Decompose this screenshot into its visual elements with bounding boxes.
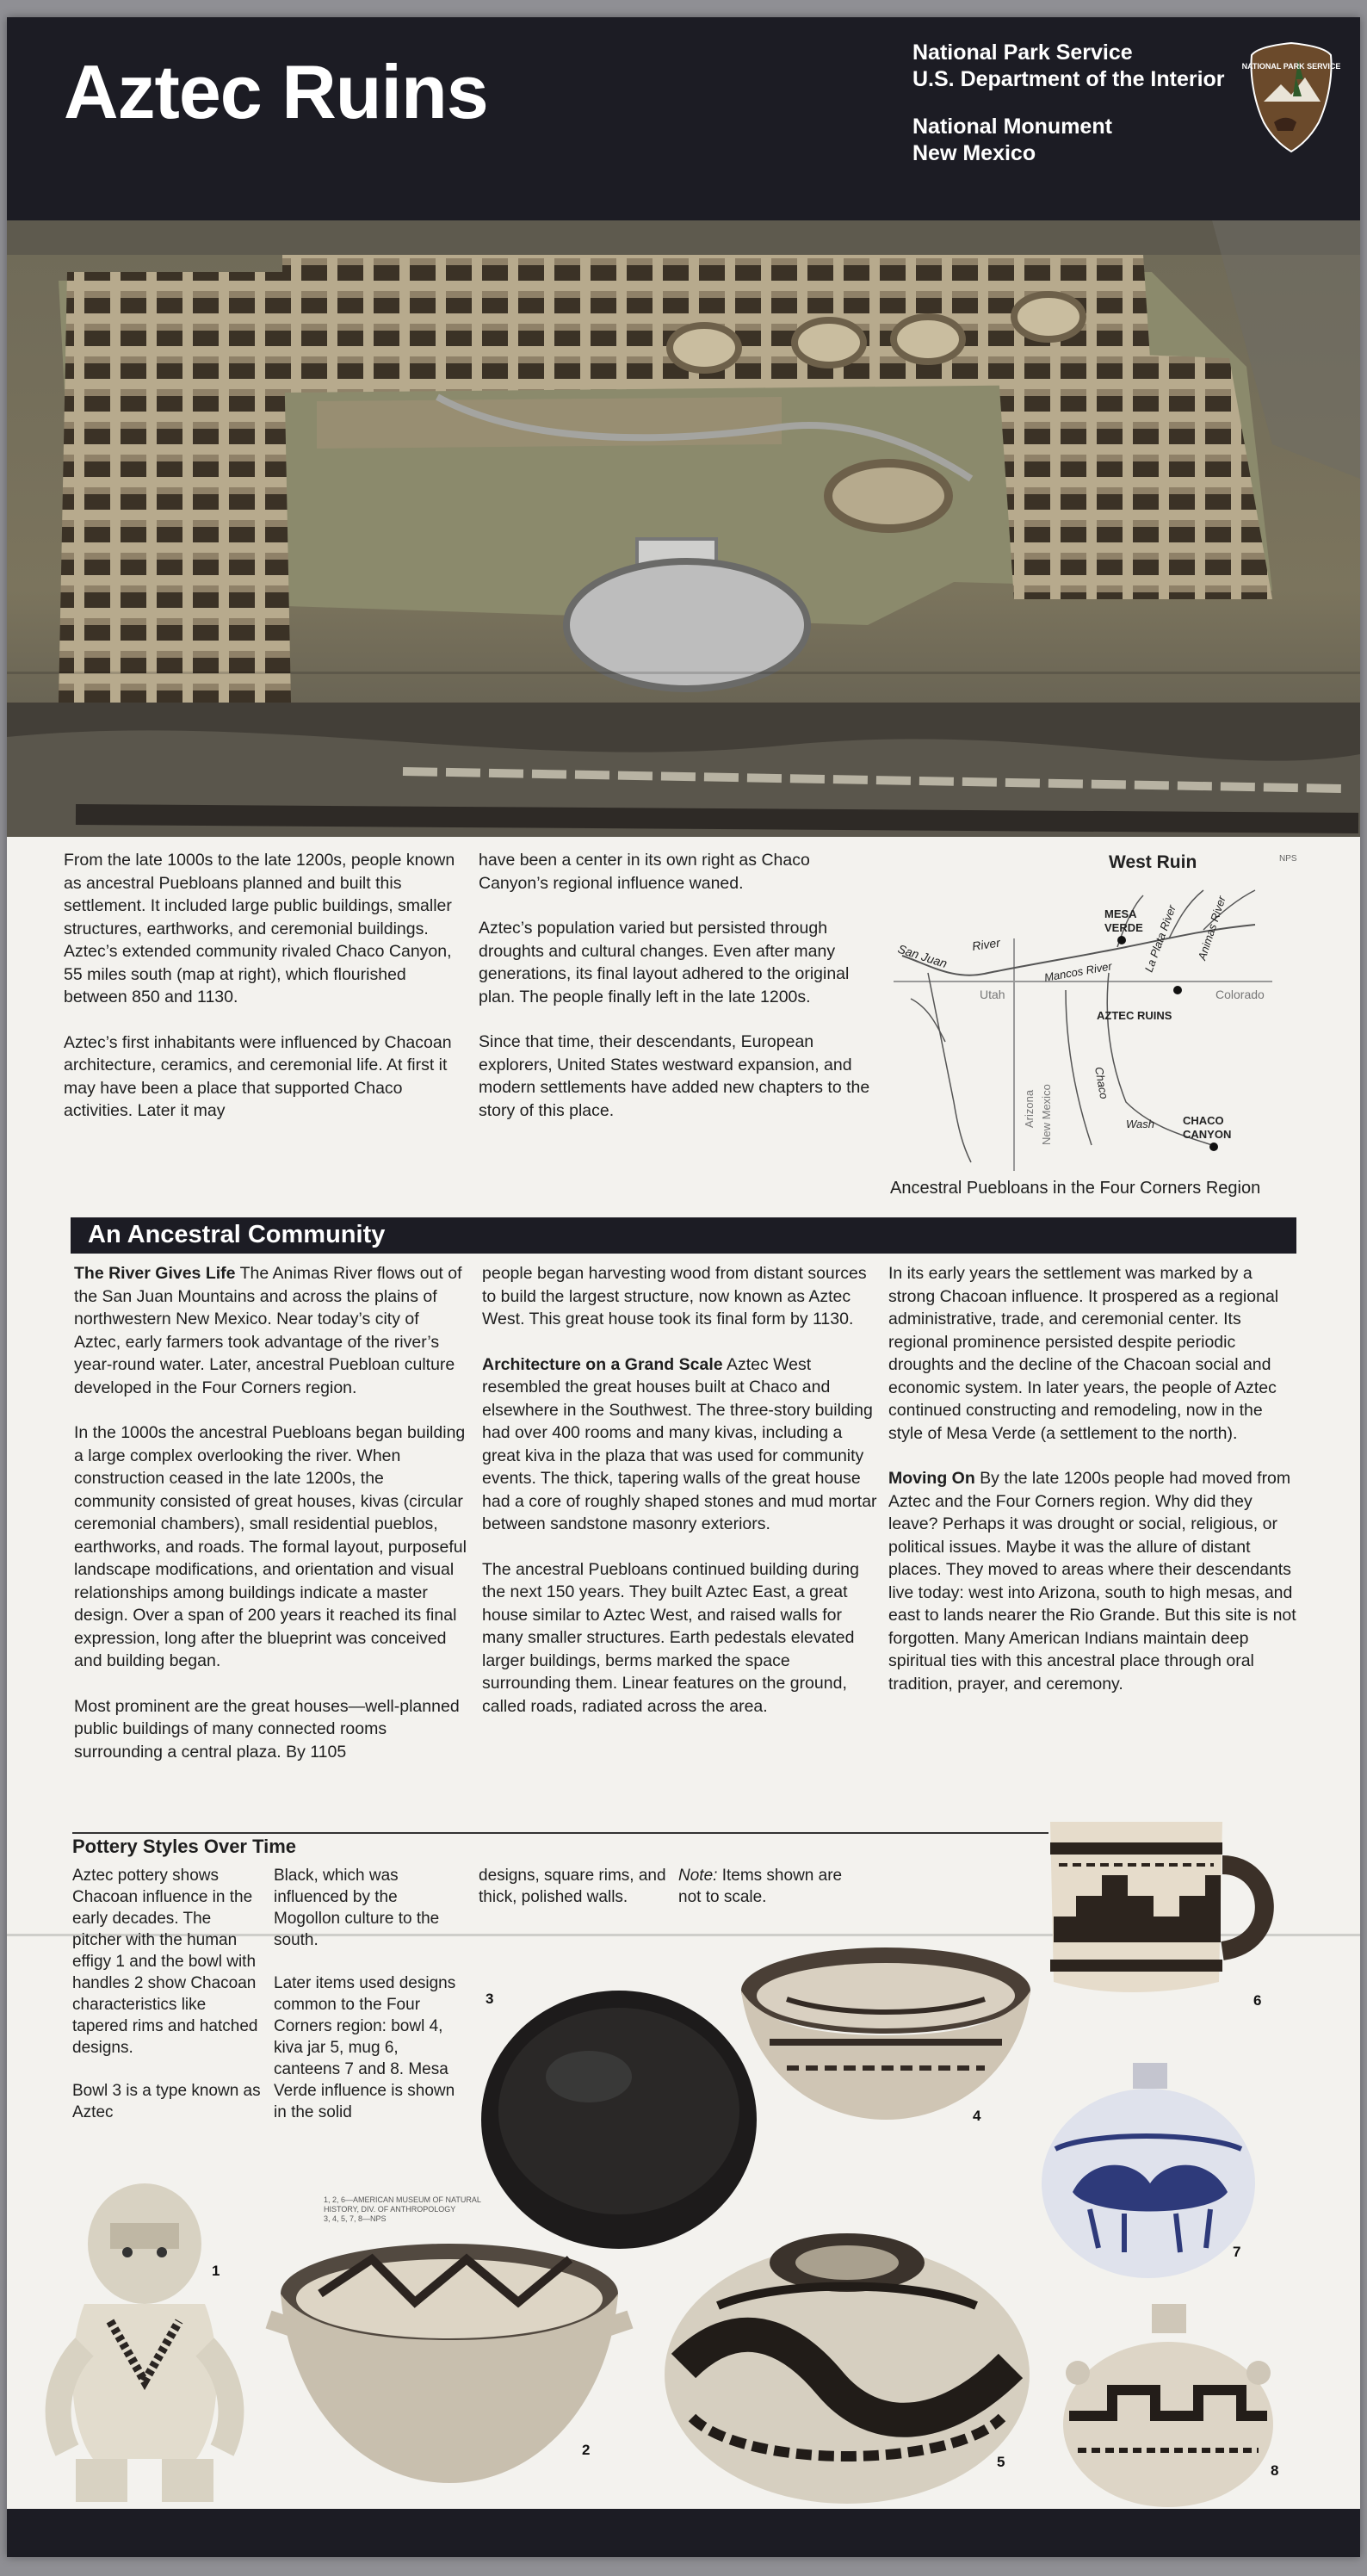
photo-credit: NPS [1279,854,1297,864]
agency-name [912,40,1225,93]
river-gives-life-text: The Animas River flows out of the San Juan Mountains and across the plains of northwestern New Mexico. Near today’s city of Aztec, early farmers took advantage of the river’s year-round water. Later, ancestral Puebloan culture developed in the Four Corners region. [74,1264,462,1397]
pottery-paragraph-5: designs, square rims, and thick, polished walls. [479,1867,666,1906]
moving-on-text: By the late 1200s people had moved from Aztec and the Four Corners region. Why did they leave? Perhaps it was drought or social, religious, or political issues. Maybe it was the allure of distant places. They moved to areas where their descendants live today: west into Arizona, south to high mesas, and east to lands nearer the Rio Grande. But this site is not forgotten. Many American Indians maintain deep spiritual ties with this ancestral place through oral tradition, prayer, and ceremony. [888,1469,1296,1694]
intro-paragraph-4: Aztec’s population varied but persisted through droughts and cultural changes. Even after many generations, its final layout adhered to the original plan. The people finally left in the late 1200s. [479,919,850,1006]
moving-on-heading: Moving On [888,1469,975,1488]
grand-scale-heading: Architecture on a Grand Scale [482,1354,723,1374]
pottery-number-2: 2 [582,2442,591,2458]
canteen-8-pottery [1061,2304,1279,2511]
river-gives-life-heading: The River Gives Life [74,1264,236,1283]
agency-line-2: U.S. Department of the Interior [912,67,1225,91]
fold-line [7,672,1360,674]
pottery-number-5: 5 [997,2454,1005,2470]
intro-paragraph-5: Since that time, their descendants, European explorers, United States westward expansion, and modern settlements have added new chapters to the story of this place. [479,1032,870,1120]
pottery-paragraph-2: Bowl 3 is a type known as Aztec [72,2082,261,2121]
community-column-2 [482,1262,880,1740]
intro-paragraph-1: From the late 1000s to the late 1200s, people known as ancestral Puebloans planned and built this settlement. It included large public buildings, smaller structures, earthworks, and ceremonial buildings. Aztec’s extended community rivaled Chaco Canyon, 55 miles south (map at right), which flourished between 850 and 1130. [64,851,455,1006]
map-label-chaco: Chaco [1092,1065,1111,1100]
brochure-sheet [7,17,1360,2557]
kiva-jar-5-pottery [658,2211,1036,2512]
pottery-paragraph-4: Later items used designs common to the Four Corners region: bowl 4, kiva jar 5, mug 6, canteens 7 and 8. Mesa Verde influence is shown in the solid [274,1974,456,2121]
pottery-rule [72,1832,1048,1834]
brochure-title: Aztec Ruins [64,49,488,134]
photo-caption: West Ruin [1109,852,1197,872]
grand-scale-paragraph [482,1353,880,1536]
unit-line-1: National Monument [912,115,1112,139]
pottery-column-1 [72,1865,263,2145]
agency-line-1: National Park Service [912,40,1133,65]
intro-paragraph-2: Aztec’s first inhabitants were influenced by Chacoan architecture, ceramics, and ceremonial life. At first it may have been a place that supported Chaco activities. Later it may [64,1032,452,1120]
pottery-number-8: 8 [1271,2462,1279,2479]
map-label-mesa: MESA [1104,907,1137,920]
community-column-1 [74,1262,468,1786]
bowl-4-pottery [735,1939,1036,2128]
river-gives-life-paragraph [74,1262,468,1399]
map-label-river: River [971,935,1001,953]
pottery-column-2 [274,1865,465,2145]
header-bar [7,17,1360,220]
unit-line-2: New Mexico [912,141,1036,165]
bowl-2-pottery [269,2233,630,2492]
canteen-7-pottery [1038,2063,1260,2282]
pottery-note-label: Note: [678,1867,718,1885]
arrowhead-text: NATIONAL PARK SERVICE [1241,62,1341,71]
map-label-utah: Utah [980,988,1005,1001]
pottery-number-4: 4 [973,2108,981,2124]
community-column-3 [888,1262,1300,1718]
west-ruin-aerial-photo [7,220,1360,837]
community-paragraph-3: Most prominent are the great houses—well-planned public buildings of many connected rooms surrounding a central plaza. By 1105 [74,1696,460,1762]
map-label-new-mexico: New Mexico [1040,1084,1053,1145]
community-paragraph-7: In its early years the settlement was marked by a strong Chacoan influence. It prospered as a regional administrative, trade, and ceremonial center. Its regional prominence persisted despite periodic droughts and the decline of the Chacoan social and economic system. In later years, the people of Aztec continued constructing and remodeling, now in the style of Mesa Verde (a settlement to the north). [888,1264,1279,1443]
intro-paragraph-3: have been a center in its own right as Chaco Canyon’s regional influence waned. [479,851,810,893]
intro-column-1 [64,849,468,1145]
map-caption: Ancestral Puebloans in the Four Corners Region [890,1179,1261,1198]
map-label-san-juan: San Juan [896,941,949,971]
map-label-aztec-ruins: AZTEC RUINS [1097,1009,1172,1022]
map-label-wash: Wash [1126,1118,1154,1130]
pottery-heading: Pottery Styles Over Time [72,1836,297,1857]
map-label-arizona: Arizona [1023,1089,1036,1128]
map-label-chaco: CHACO [1183,1114,1224,1127]
moving-on-paragraph [888,1467,1300,1695]
pottery-number-3: 3 [486,1991,494,2007]
four-corners-map [894,887,1272,1171]
map-label-mancos-river: Mancos River [1042,959,1113,984]
grand-scale-text: Aztec West resembled the great houses built at Chaco and elsewhere in the Southwest. The three-story building had over 400 rooms and many kivas, including a great kiva in the plaza that was used for community events. The thick, tapering walls of the great house had a core of roughly shaped stones and mud mortar between sandstone masonry exteriors. [482,1354,877,1533]
pottery-paragraph-1: Aztec pottery shows Chacoan influence in the early decades. The pitcher with the human effigy 1 and the bowl with handles 2 show Chacoan characteristics like tapered rims and hatched designs. [72,1867,258,2057]
human-effigy-pitcher-1 [33,2175,274,2511]
map-label-la-plata-river: La Plata River [1141,903,1178,975]
map-label-animas-river: Animas River [1195,894,1228,962]
pottery-number-6: 6 [1253,1992,1262,2009]
footer-bar [7,2509,1360,2557]
intro-column-2 [479,849,875,1144]
map-label-canyon: CANYON [1183,1128,1232,1141]
unit-designation [912,114,1112,167]
pottery-credit: 1, 2, 6—AMERICAN MUSEUM OF NATURAL HISTORY, DIV. OF ANTHROPOLOGY 3, 4, 5, 7, 8—NPS [324,2195,481,2223]
community-paragraph-2: In the 1000s the ancestral Puebloans began building a large complex overlooking the river. When construction ceased in the late 1200s, the community consisted of great houses, kivas (circular ceremonial chambers), small residential pueblos, earthworks, and roads. The formal layout, purposeful landscape modifications, and orientation and visual relationships among buildings indicate a master design. Over a span of 200 years it reached its final expression, long after the blueprint was conceived and building began. [74,1423,467,1670]
pottery-number-1: 1 [212,2263,220,2279]
section-header-bar [71,1217,1296,1254]
community-paragraph-4: people began harvesting wood from distant sources to build the largest structure, now known as Aztec West. This great house took its final form by 1130. [482,1264,867,1328]
section-title: An Ancestral Community [88,1221,386,1248]
nps-arrowhead-logo [1241,40,1341,153]
map-label-verde: VERDE [1104,921,1143,934]
pottery-note [678,1865,868,1908]
mug-pottery [1042,1813,1300,2003]
pottery-paragraph-3: Black, which was influenced by the Mogollon culture to the south. [274,1867,440,1949]
pottery-column-3 [479,1865,668,1929]
pottery-number-7: 7 [1233,2244,1241,2260]
pottery-note-text: Items shown are not to scale. [678,1867,843,1906]
map-label-colorado: Colorado [1215,988,1265,1001]
community-paragraph-6: The ancestral Puebloans continued building during the next 150 years. They built Aztec East, a great house similar to Aztec West, and raised walls for many smaller structures. Earth pedestals elevated larger buildings, berms marked the space surrounding them. Linear features on the ground, called roads, radiated across the area. [482,1559,859,1716]
